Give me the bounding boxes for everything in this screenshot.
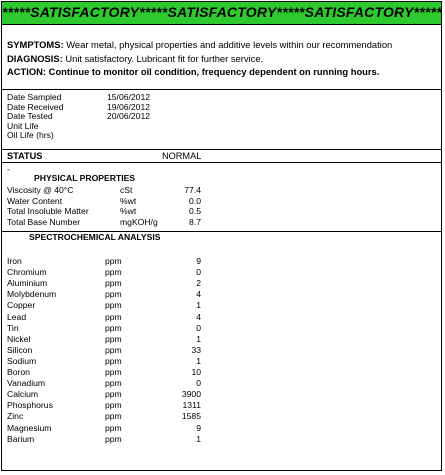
element-row [7, 389, 441, 400]
element-name: Molybdenum [7, 289, 57, 300]
element-row [7, 423, 441, 434]
action-line [7, 65, 436, 79]
element-unit: ppm [105, 278, 122, 289]
summary-section [2, 25, 441, 90]
element-name: Aluminium [7, 278, 48, 289]
element-unit: ppm [105, 355, 122, 366]
diagnosis-text: Unit satisfactory. Lubricant fit for further service. [62, 52, 264, 64]
sample-row [7, 103, 441, 113]
dash-marker: - [7, 164, 10, 174]
property-row [7, 185, 441, 195]
property-value: 77.4 [184, 185, 201, 195]
status-value: NORMAL [162, 151, 202, 161]
element-unit: ppm [105, 300, 122, 311]
element-name: Silicon [7, 344, 33, 355]
element-row [7, 434, 441, 445]
property-value: 0.5 [189, 206, 201, 216]
element-name: Copper [7, 300, 36, 311]
symptoms-line [7, 38, 436, 52]
action-label: ACTION: [7, 66, 47, 77]
result-banner: *****SATISFACTORY*****SATISFACTORY*****SATISFACTORY***** [2, 2, 441, 25]
property-row [7, 196, 441, 206]
spectrochemical-title: SPECTROCHEMICAL ANALYSIS [29, 232, 161, 242]
element-unit: ppm [105, 422, 122, 433]
element-value: 0 [196, 322, 201, 333]
property-unit: %wt [120, 195, 137, 206]
element-row [7, 334, 441, 345]
sample-dates-section [2, 90, 441, 150]
element-row [7, 289, 441, 300]
element-name: Barium [7, 433, 35, 444]
element-value: 4 [196, 311, 201, 322]
element-name: Calcium [7, 389, 39, 400]
element-value: 33 [191, 344, 201, 355]
sample-label: Date Received [7, 101, 64, 112]
element-unit: ppm [105, 267, 122, 278]
property-unit: cSt [120, 185, 133, 195]
element-value: 1 [196, 300, 201, 311]
physical-properties-section [2, 163, 441, 232]
element-row [7, 378, 441, 389]
sample-row [7, 122, 441, 132]
property-row [7, 217, 441, 227]
status-row [2, 150, 441, 163]
element-value: 9 [196, 422, 201, 433]
sample-value: 15/06/2012 [107, 92, 151, 102]
element-unit: ppm [105, 289, 122, 300]
property-row [7, 206, 441, 216]
element-value: 3900 [181, 389, 201, 400]
element-row [7, 411, 441, 422]
element-unit: ppm [105, 367, 122, 377]
property-name: Total Insoluble Matter [7, 206, 89, 216]
element-value: 2 [196, 278, 201, 289]
element-name: Nickel [7, 333, 31, 344]
property-value: 0.0 [189, 195, 201, 206]
property-unit: %wt [120, 206, 137, 216]
sample-label: Date Sampled [7, 92, 62, 102]
element-unit: ppm [105, 411, 122, 422]
sample-row [7, 112, 441, 122]
element-value: 0 [196, 267, 201, 278]
element-name: Lead [7, 311, 27, 322]
element-unit: ppm [105, 333, 122, 344]
element-value: 1585 [181, 411, 201, 422]
element-name: Tin [7, 322, 19, 333]
element-unit: ppm [105, 322, 122, 333]
element-value: 1311 [182, 400, 201, 411]
element-name: Iron [7, 256, 22, 266]
sample-value: 19/06/2012 [107, 101, 151, 112]
element-row [7, 367, 441, 378]
element-row [7, 300, 441, 311]
property-value: 8.7 [189, 216, 201, 227]
element-value: 9 [196, 256, 201, 266]
property-name: Total Base Number [7, 216, 81, 227]
element-unit: ppm [105, 378, 122, 389]
element-unit: ppm [105, 433, 122, 444]
element-value: 1 [196, 333, 201, 344]
spectrochemical-section [2, 232, 441, 472]
element-row [7, 323, 441, 334]
element-name: Boron [7, 367, 30, 377]
element-row [7, 278, 441, 289]
element-name: Zinc [7, 411, 24, 422]
element-unit: ppm [105, 311, 122, 322]
property-name: Viscosity @ 40°C [7, 185, 74, 195]
element-row [7, 356, 441, 367]
property-unit: mgKOH/g [120, 216, 158, 227]
element-name: Phosphorus [7, 400, 53, 411]
action-text: Continue to monitor oil condition, frequency dependent on running hours. [46, 66, 380, 77]
element-row [7, 400, 441, 411]
element-unit: ppm [105, 344, 122, 355]
sample-value: 20/06/2012 [107, 111, 151, 122]
property-name: Water Content [7, 195, 63, 206]
symptoms-label: SYMPTOMS: [7, 39, 64, 50]
element-value: 1 [196, 433, 201, 444]
diagnosis-line [7, 52, 436, 66]
element-row [7, 267, 441, 278]
sample-label: Oil Life (hrs) [7, 130, 54, 141]
oil-analysis-report [1, 1, 442, 471]
element-row [7, 312, 441, 323]
element-name: Chromium [7, 267, 47, 278]
element-name: Sodium [7, 355, 37, 366]
element-value: 4 [196, 289, 201, 300]
element-name: Magnesium [7, 422, 52, 433]
sample-label: Date Tested [7, 111, 53, 122]
sample-label: Unit Life [7, 120, 39, 131]
symptoms-text: Wear metal, physical properties and additive levels within our recommendation [63, 39, 393, 50]
element-unit: ppm [105, 389, 122, 400]
diagnosis-label: DIAGNOSIS: [7, 52, 63, 64]
element-value: 1 [196, 355, 201, 366]
sample-row [7, 131, 441, 141]
element-unit: ppm [105, 400, 122, 411]
physical-properties-title: PHYSICAL PROPERTIES [34, 173, 136, 183]
element-row [7, 345, 441, 356]
element-value: 10 [191, 367, 201, 377]
element-unit: ppm [105, 256, 122, 266]
sample-row [7, 93, 441, 103]
element-name: Vanadium [7, 378, 46, 389]
element-value: 0 [196, 378, 201, 389]
status-label: STATUS [7, 151, 43, 161]
element-row [7, 256, 441, 267]
